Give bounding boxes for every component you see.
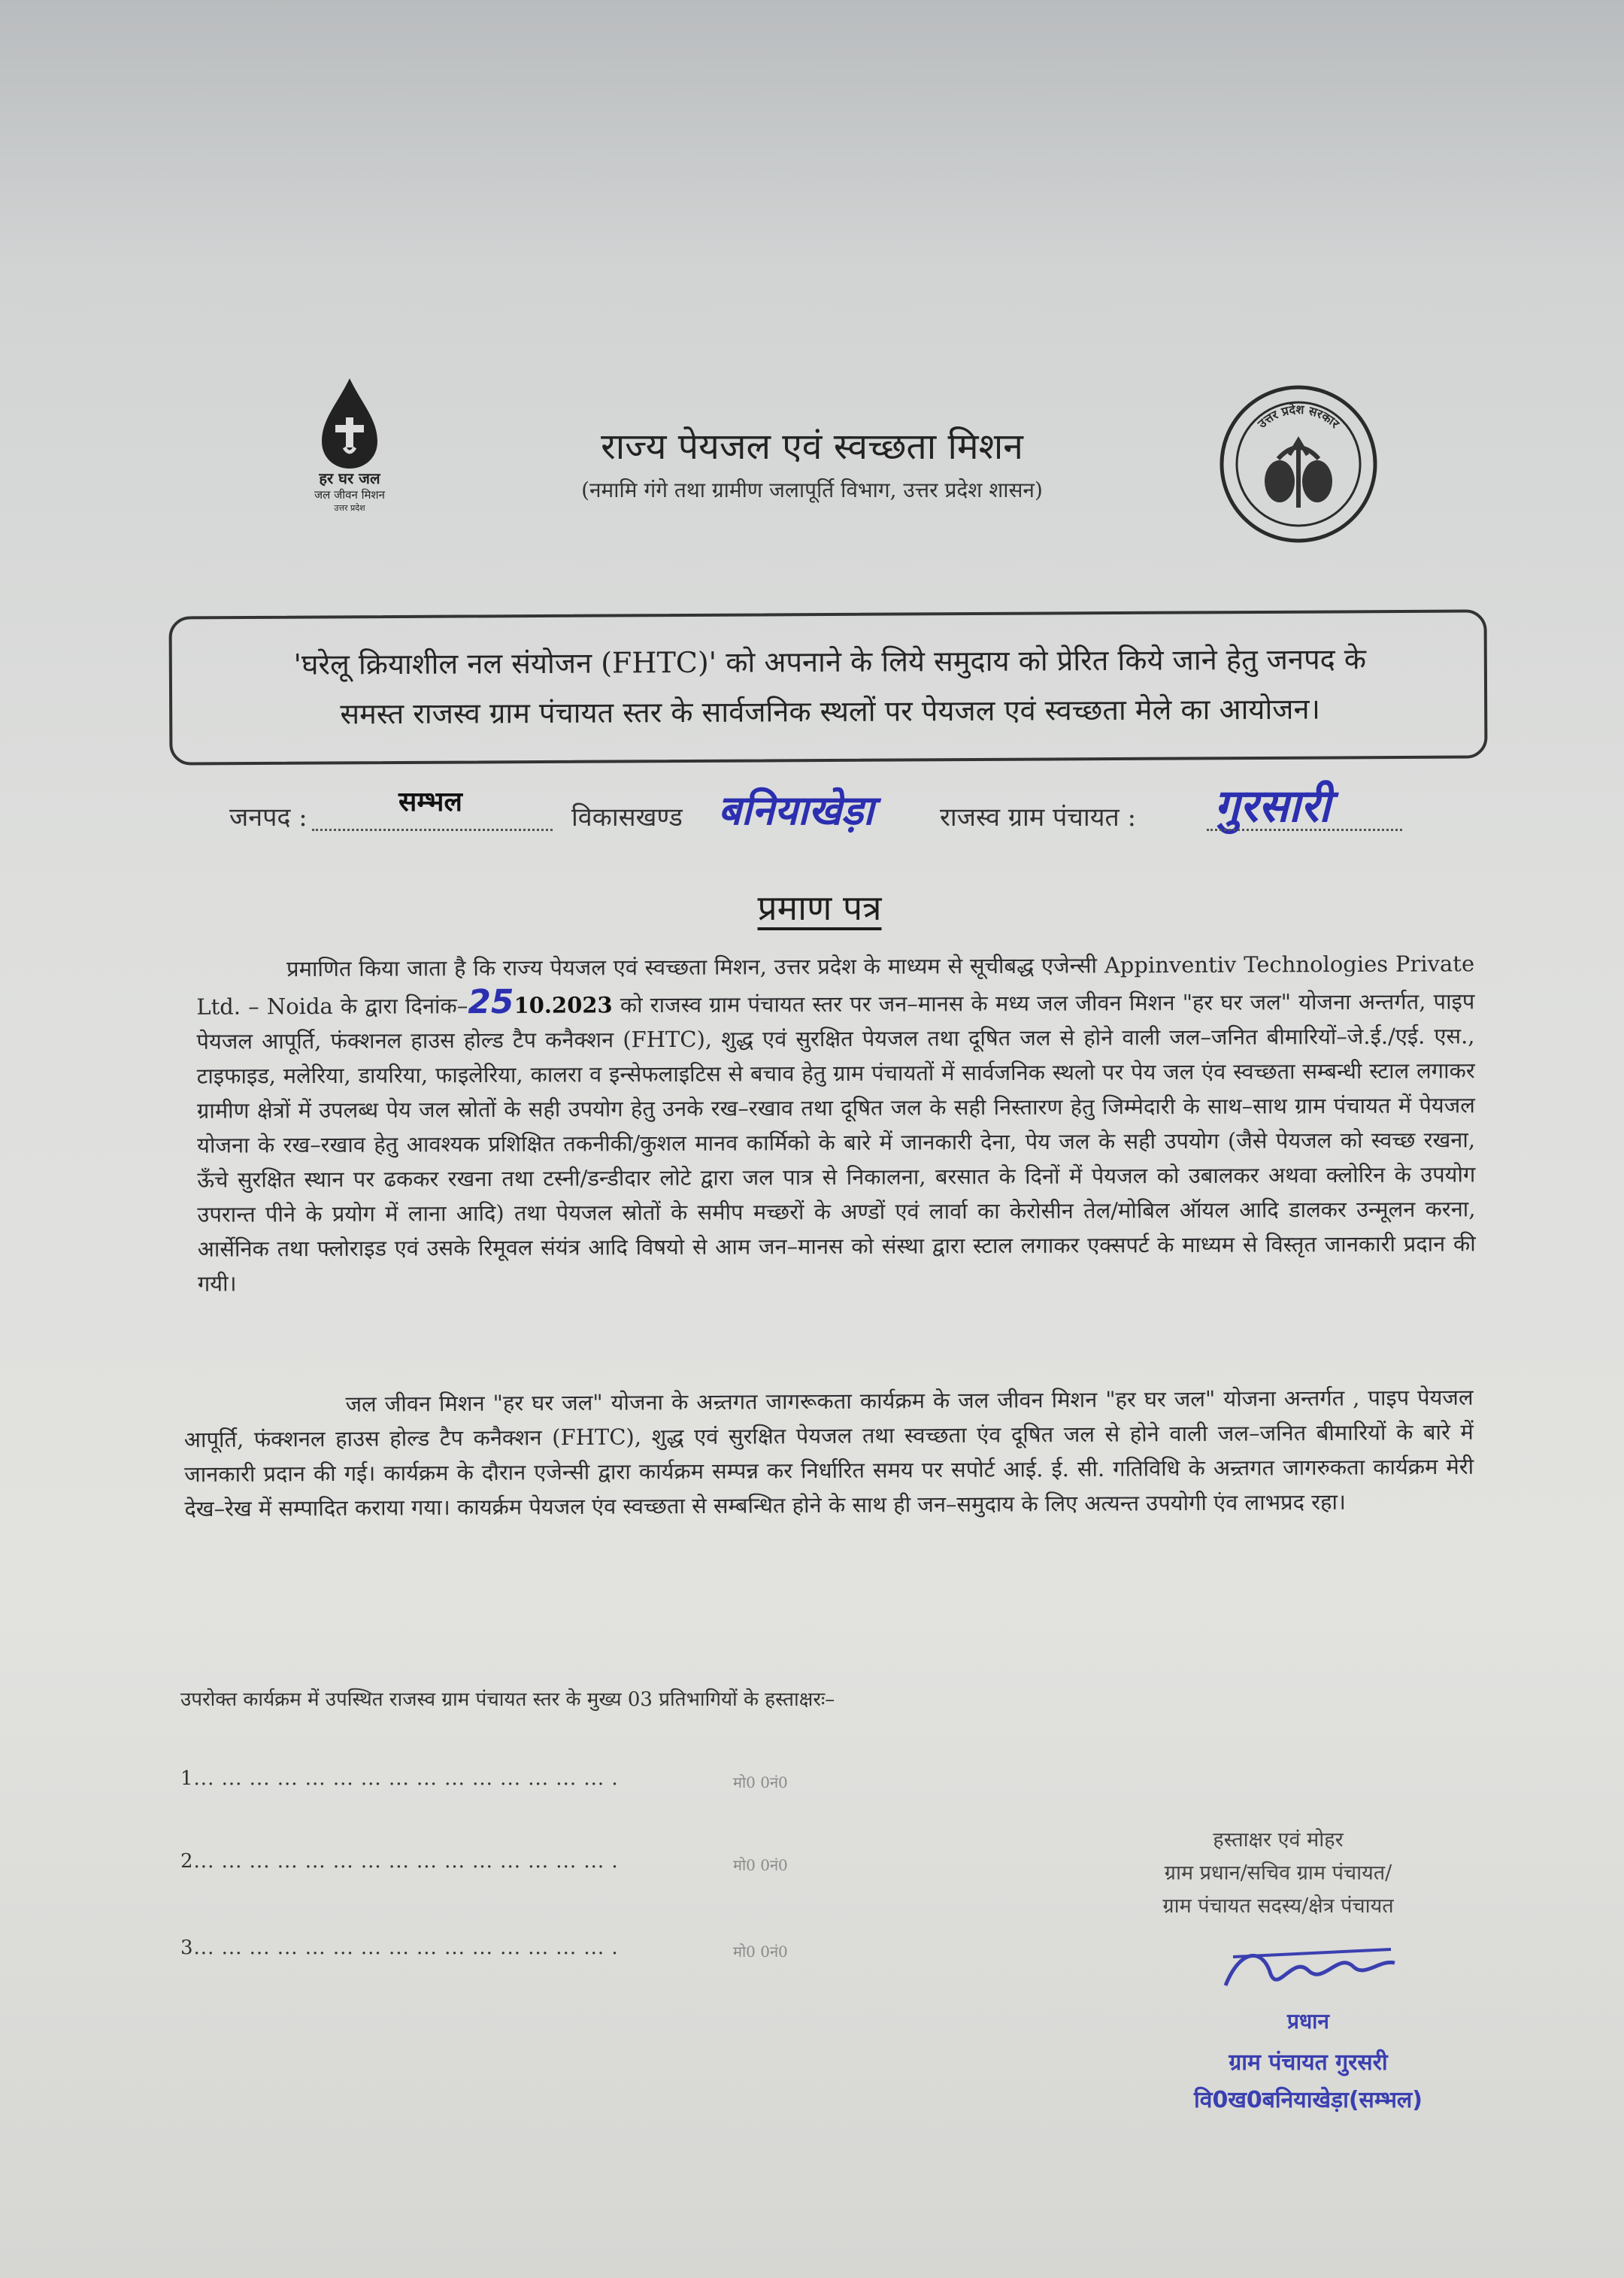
- banner-line-2: समस्त राजस्व ग्राम पंचायत स्तर के सार्वजनिक स्थलों पर पेयजल एवं स्वच्छता मेले का आयोजन।: [340, 692, 1321, 731]
- district-info-line: [229, 782, 1432, 850]
- para1-after-date: को राजस्व ग्राम पंचायत स्तर पर जन–मानस के मध्य जल जीवन मिशन "हर घर जल" योजना अन्तर्गत, पाइप पेयजल आपूर्ति, फंक्शनल हाउस होल्ड टैप कनैक्शन (FHTC), शुद्ध एवं सुरक्षित पेयजल तथा दूषित जल से होने वाली जल–जनित बीमारियों–जे.ई./एई. एस., टाइफाइड, मलेरिया, डायरिया, फाइलेरिया, कालरा व इन्सेफलाइटिस से बचाव हेतु ग्राम पंचायतों में सार्वजनिक स्थलो पर पेय जल एंव स्वच्छता सम्बन्धी स्टाल लगाकर ग्रामीण क्षेत्रों में उपलब्ध पेय जल स्रोतों के सही उपयोग हेतु उनके रख–रखाव तथा दूषित जल के सही निस्तारण हेतु जिम्मेदारी के साथ–साथ ग्राम पंचायत में पेयजल योजना के रख–रखाव हेतु आवश्यक प्रशिक्षित तकनीकी/कुशल मानव कार्मिको के बारे में जानकारी देना, पेय जल के सही उपयोग (जैसे पेयजल को स्वच्छ रखना, ऊँचे सुरक्षित स्थान पर ढककर रखना तथा टस्नी/डन्डीदार लोटे द्वारा जल पात्र से निकालना, बरसात के दिनों में पेयजल को उबालकर अथवा क्लोरिन के उपयोग उपरान्त पीने के प्रयोग में लाना आदि) तथा पेयजल स्रोतों के समीप मच्छरों के अण्डों एवं लार्वा का केरोसीन तेल/मोबिल ऑयल आदि डालकर उन्मूलन करना, आर्सेनिक तथा फ्लोराइड एवं उसके रिमूवल संयंत्र आदि विषयो से आम जन–मानस को संस्था द्वारा स्टाल लगाकर एक्सपर्ट के माध्यम से विस्तृत जानकारी प्रदान की गयी।: [196, 988, 1476, 1297]
- logo-line-1: हर घर जल: [319, 469, 380, 487]
- mobile-number-2: मो0 0नं0: [733, 1856, 788, 1874]
- har-ghar-jal-logo: [278, 372, 421, 515]
- sign-block-line-2: ग्राम प्रधान/सचिव ग्राम पंचायत/: [1164, 1861, 1392, 1885]
- svg-text:उत्तर प्रदेश सरकार: उत्तर प्रदेश सरकार: [1255, 402, 1343, 431]
- para2-text: जल जीवन मिशन "हर घर जल" योजना के अन्र्तगत जागरूकता कार्यक्रम के जल जीवन मिशन "हर घर जल" योजना अन्तर्गत , पाइप पेयजल आपूर्ति, फंक्शनल हाउस होल्ड टैप कनैक्शन (FHTC), शुद्ध एवं सुरक्षित पेयजल तथा स्वच्छता एंव दूषित जल से होने वाली जल–जनित बीमारियों के बारे में जानकारी प्रदान की गई। कार्यक्रम के दौरान एजेन्सी द्वारा कार्यक्रम सम्पन्न कर निर्धारित समय पर सपोर्ट आई. ई. सी. गतिविधि के अन्र्तगत जागरुकता कार्यक्रम मेरी देख–रेख में सम्पादित कराया गया। कायर्क्रम पेयजल एंव स्वच्छता से सम्बन्धित होने के साथ ही जन–समुदाय के लिए अत्यन्त उपयोगी एंव लाभप्रद रहा।: [183, 1384, 1474, 1522]
- date-rest: 10.2023: [514, 992, 613, 1018]
- block-value: बनियाखेड़ा: [718, 787, 874, 834]
- district-dots: [312, 829, 553, 831]
- stamp-panchayat: ग्राम पंचायत गुरसरी: [1229, 2049, 1388, 2076]
- stamp-block: वि0ख0बनियाखेड़ा(सम्भल): [1194, 2087, 1423, 2113]
- panchayat-label: राजस्व ग्राम पंचायत :: [940, 802, 1137, 833]
- stamp-title: प्रधान: [1287, 2009, 1329, 2034]
- district-value: सम्भल: [398, 786, 462, 817]
- signature-line-1: 1... ... ... ... ... ... ... ... ... ... ... ... ... ... ... .: [180, 1767, 619, 1790]
- banner-line-1: 'घरेलू क्रियाशील नल संयोजन (FHTC)' को अपनाने के लिये समुदाय को प्रेरित किये जाने हेतु जनपद के: [293, 642, 1367, 681]
- district-label: जनपद :: [229, 802, 308, 833]
- para1-before-date: प्रमाणित किया जाता है कि राज्य पेयजल एवं स्वच्छता मिशन, उत्तर प्रदेश के माध्यम से सूचीबद्ध एजेन्सी Appinventiv Technologies Private Ltd. – Noida के द्वारा दिनांक–: [196, 951, 1475, 1020]
- sign-block-line-3: ग्राम पंचायत सदस्य/क्षेत्र पंचायत: [1162, 1894, 1394, 1918]
- block-label: विकासखण्ड: [571, 802, 683, 833]
- certificate-paragraph-2: [183, 1380, 1474, 1526]
- org-title: राज्य पेयजल एवं स्वच्छता मिशन: [601, 426, 1023, 468]
- signature-line-3: 3... ... ... ... ... ... ... ... ... ... ... ... ... ... ... .: [180, 1937, 619, 1959]
- panchayat-value: गुरसारी: [1214, 780, 1331, 833]
- panchayat-dots: [1207, 829, 1402, 831]
- event-banner: [168, 609, 1487, 765]
- mobile-number-3: मो0 0नं0: [733, 1943, 788, 1961]
- sign-and-seal-block: [1105, 1824, 1451, 1923]
- org-subtitle: (नमामि गंगे तथा ग्रामीण जलापूर्ति विभाग, उत्तर प्रदेश शासन): [581, 478, 1043, 502]
- sign-block-line-1: हस्ताक्षर एवं मोहर: [1213, 1828, 1344, 1852]
- logo-line-2: जल जीवन मिशन: [314, 488, 385, 502]
- logo-line-3: उत्तर प्रदेश: [334, 503, 365, 513]
- handwritten-signature: [1210, 1940, 1406, 2000]
- certificate-title: प्रमाण पत्र: [757, 887, 882, 928]
- banner-text: [202, 634, 1459, 740]
- pradhan-stamp: [1173, 1940, 1444, 2136]
- certificate-paragraph-1: [196, 946, 1476, 1300]
- signatures-intro: उपरोक्त कार्यक्रम में उपस्थित राजस्व ग्राम पंचायत स्तर के मुख्य 03 प्रतिभागियों के हस्ताक्षरः–: [180, 1688, 835, 1711]
- date-day: 25: [468, 982, 514, 1022]
- signature-line-2: 2... ... ... ... ... ... ... ... ... ... ... ... ... ... ... .: [180, 1850, 619, 1873]
- mobile-number-1: मो0 0नं0: [733, 1773, 788, 1791]
- up-govt-seal-icon: [1218, 384, 1380, 545]
